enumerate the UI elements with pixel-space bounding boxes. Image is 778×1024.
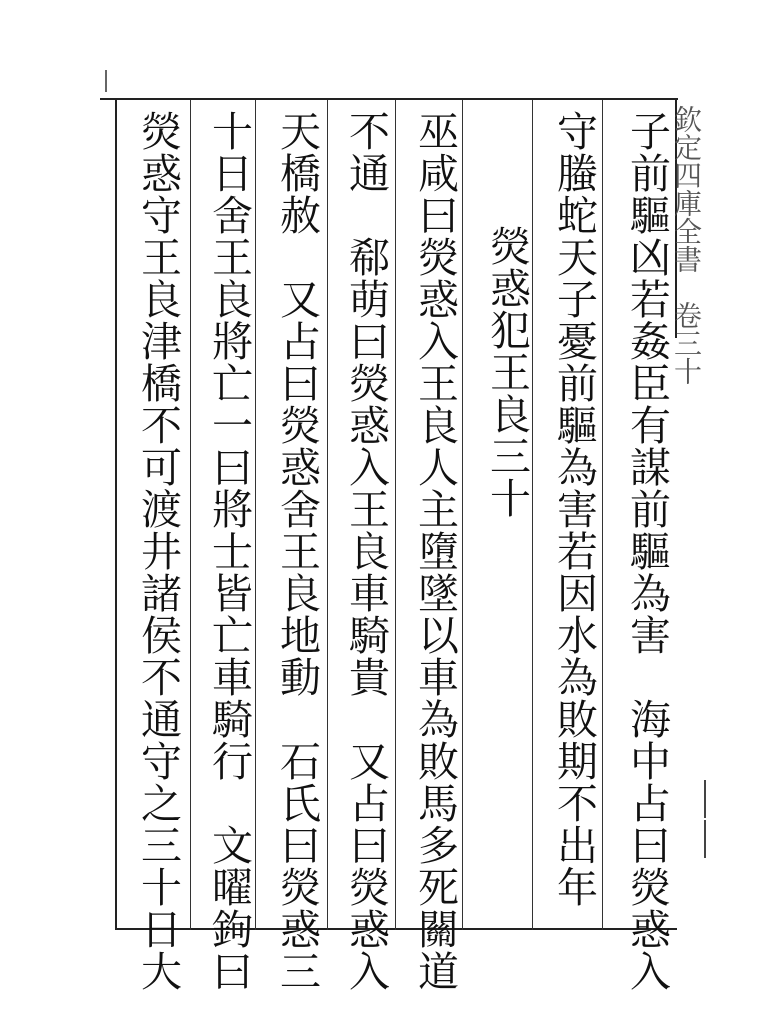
column-rule	[462, 100, 463, 930]
column-rule	[532, 100, 533, 930]
text-column-3-heading: 熒惑犯王良三十	[483, 225, 531, 519]
frame-top-border	[100, 98, 678, 100]
column-rule	[255, 100, 256, 930]
frame-left-border	[115, 98, 117, 930]
text-column-4: 巫咸曰熒惑入王良人主墮墜以車為敗馬多死關道	[411, 110, 459, 992]
text-column-7: 十日舍王良將亡一曰將士皆亡車騎行 文曜鉤曰	[205, 110, 253, 992]
text-column-2: 守螣蛇天子憂前驅為害若因水為敗期不出年	[550, 110, 598, 908]
text-column-8: 熒惑守王良津橋不可渡井諸侯不通守之三十日大	[134, 110, 182, 992]
text-column-6: 天橋赦 又占曰熒惑舍王良地動 石氏曰熒惑三	[273, 110, 321, 992]
edge-mark	[704, 820, 706, 858]
text-column-1: 子前驅凶若姦臣有謀前驅為害 海中占曰熒惑入	[623, 110, 671, 992]
column-rule	[395, 100, 396, 930]
margin-edge-text: 欽定四庫全書 卷三十	[670, 105, 703, 385]
text-column-5: 不通 郗萌曰熒惑入王良車騎貴 又占曰熒惑入	[342, 110, 390, 992]
edge-mark	[704, 780, 706, 818]
column-rule	[190, 100, 191, 930]
column-rule	[327, 100, 328, 930]
column-rule	[602, 100, 603, 930]
trim-mark	[105, 70, 107, 92]
